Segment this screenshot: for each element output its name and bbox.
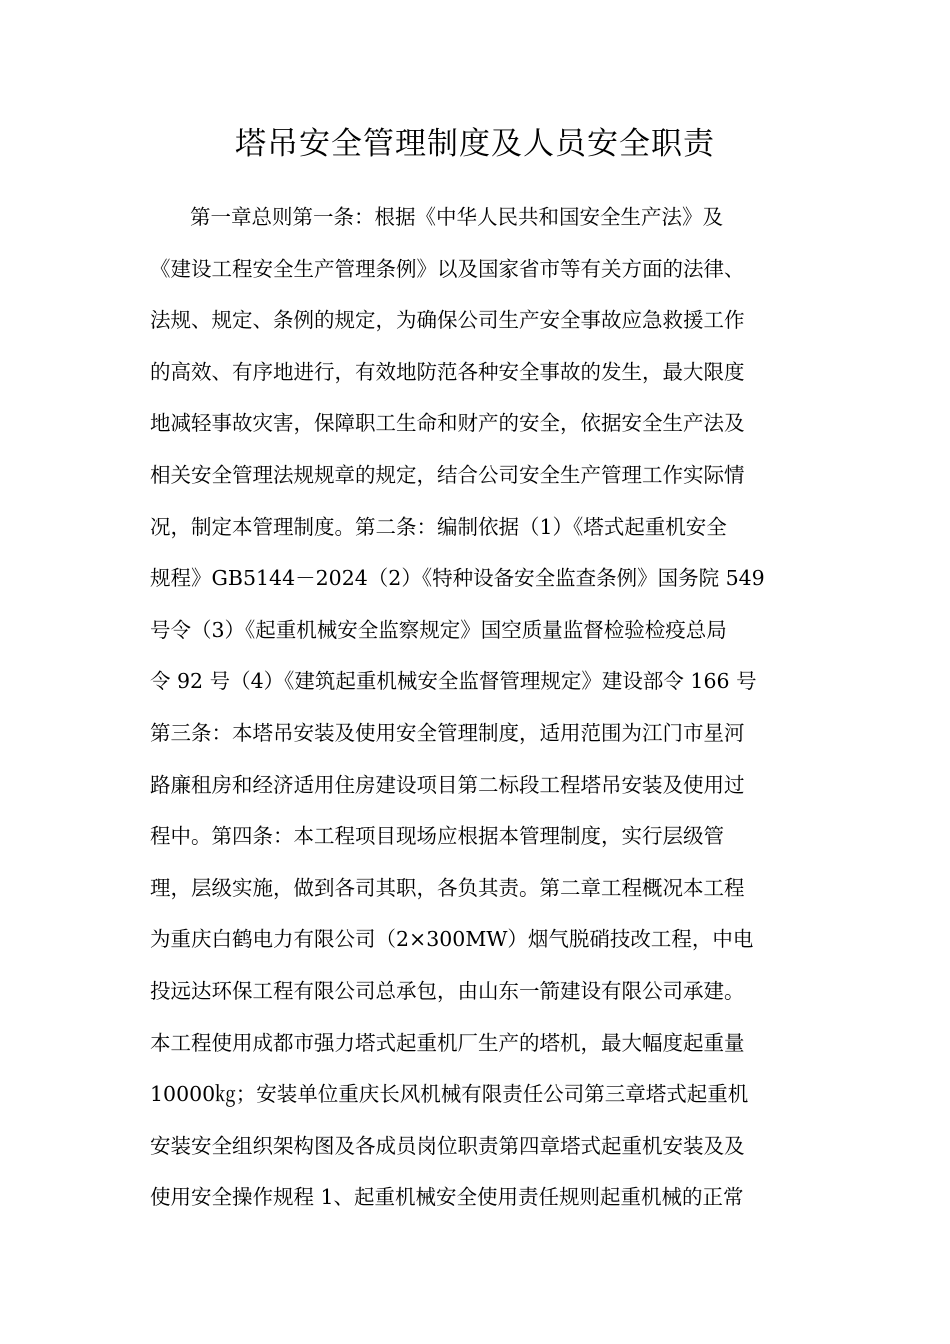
body-line: 号令（3）《起重机械安全监察规定》国空质量监督检验检疫总局 <box>150 617 727 642</box>
body-line: 法规、规定、条例的规定，为确保公司生产安全事故应急救援工作 <box>150 308 745 333</box>
body-line: 第三条：本塔吊安装及使用安全管理制度，适用范围为江门市星河 <box>150 720 745 745</box>
body-line: 第一章总则第一条：根据《中华人民共和国安全生产法》及 <box>190 205 723 229</box>
body-line: 相关安全管理法规规章的规定，结合公司安全生产管理工作实际情 <box>150 462 745 487</box>
body-line: 安装安全组织架构图及各成员岗位职责第四章塔式起重机安装及及 <box>150 1133 745 1158</box>
body-line: 况，制定本管理制度。第二条：编制依据（1）《塔式起重机安全 <box>150 514 727 539</box>
body-line: 的高效、有序地进行，有效地防范各种安全事故的发生，最大限度 <box>150 359 745 384</box>
body-line: 程中。第四条：本工程项目现场应根据本管理制度，实行层级管 <box>150 824 724 849</box>
document-body <box>150 192 810 1224</box>
body-line: 使用安全操作规程 1、起重机械安全使用责任规则起重机械的正常 <box>150 1185 744 1210</box>
body-line: 为重庆白鹤电力有限公司（2×300MW）烟气脱硝技改工程，中电 <box>150 927 754 952</box>
body-line: 地减轻事故灾害，保障职工生命和财产的安全，依据安全生产法及 <box>150 411 745 436</box>
body-line: 规程》GB5144－2024（2）《特种设备安全监查条例》国务院 549 <box>150 566 765 591</box>
body-line: 投远达环保工程有限公司总承包，由山东一箭建设有限公司承建。 <box>150 978 745 1003</box>
body-line: 本工程使用成都市强力塔式起重机厂生产的塔机，最大幅度起重量 <box>150 1030 745 1055</box>
body-line: 令 92 号（4）《建筑起重机械安全监督管理规定》建设部令 166 号 <box>150 669 757 694</box>
body-line: 理，层级实施，做到各司其职，各负其责。第二章工程概况本工程 <box>150 875 745 900</box>
body-line: 10000㎏；安装单位重庆长风机械有限责任公司第三章塔式起重机 <box>150 1082 749 1107</box>
body-line: 《建设工程安全生产管理条例》以及国家省市等有关方面的法律、 <box>150 256 745 281</box>
document-title: 塔吊安全管理制度及人员安全职责 <box>235 126 715 162</box>
body-line: 路廉租房和经济适用住房建设项目第二标段工程塔吊安装及使用过 <box>150 772 745 797</box>
